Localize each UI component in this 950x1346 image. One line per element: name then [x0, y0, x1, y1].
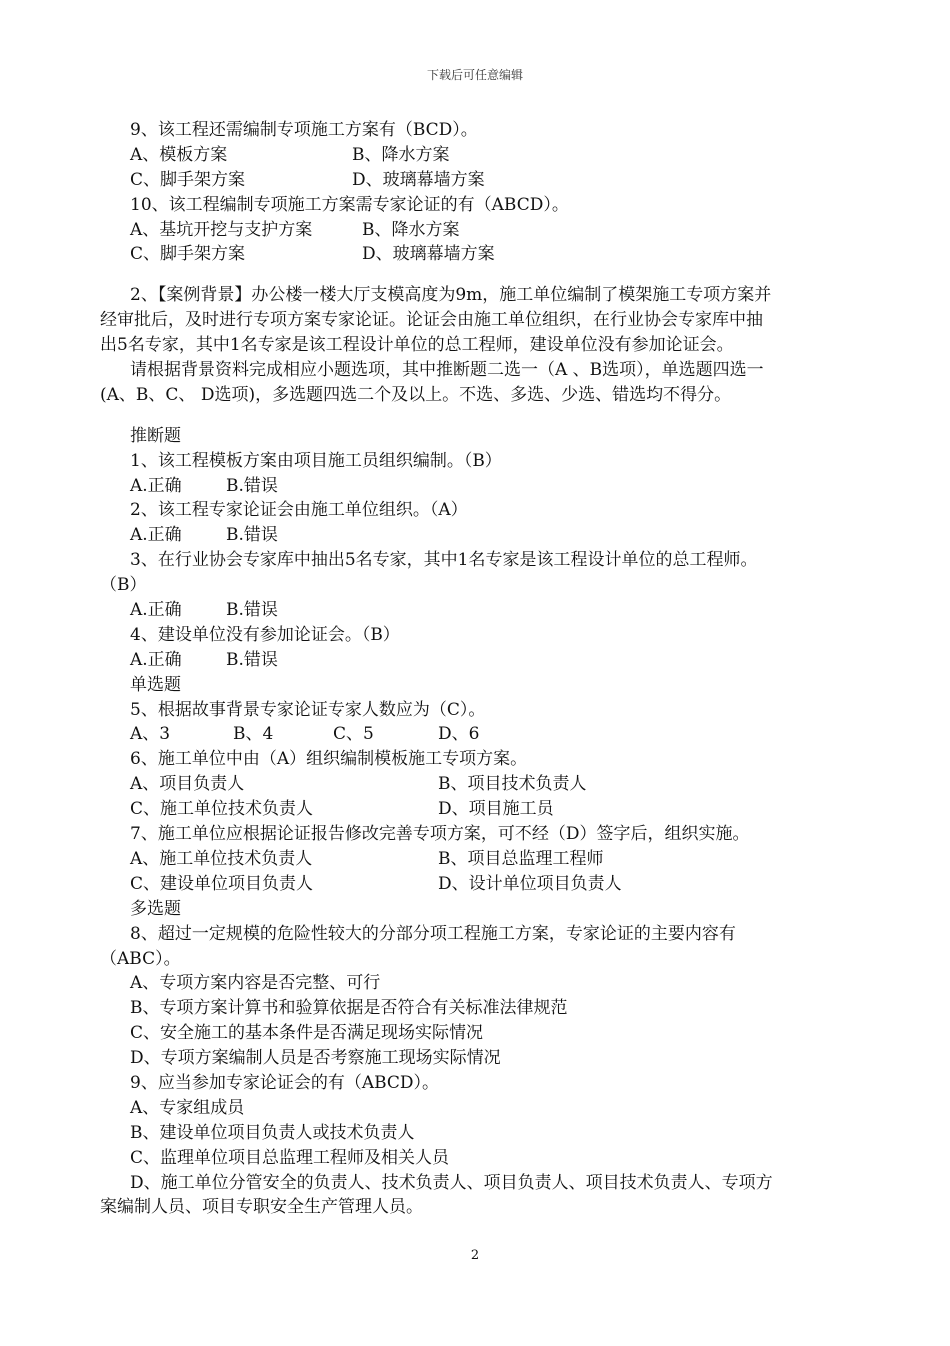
- case-background-line: 2、【案例背景】办公楼一楼大厅支模高度为9m，施工单位编制了模架施工专项方案并: [130, 285, 772, 306]
- judgment-question-4: 4、建设单位没有参加论证会。（B）: [130, 624, 400, 645]
- option-b: B、建设单位项目负责人或技术负责人: [130, 1122, 415, 1143]
- judgment-question-2: 2、该工程专家论证会由施工单位组织。（A）: [130, 500, 468, 521]
- option-c: C、安全施工的基本条件是否满足现场实际情况: [130, 1023, 484, 1044]
- option-wrong: B.错误: [226, 649, 278, 670]
- options-row: [100, 242, 860, 267]
- section-title-single-choice: 单选题: [130, 674, 181, 695]
- option-d: D、设计单位项目负责人: [438, 873, 622, 894]
- option-d: D、专项方案编制人员是否考察施工现场实际情况: [130, 1048, 501, 1069]
- question-10: 10、该工程编制专项施工方案需专家论证的有（ABCD）。: [130, 194, 569, 215]
- question-9: 9、该工程还需编制专项施工方案有（BCD）。: [130, 120, 478, 140]
- option-a: A、模板方案: [130, 144, 228, 165]
- judgment-question-3: 3、在行业协会专家库中抽出5名专家，其中1名专家是该工程设计单位的总工程师。: [130, 550, 758, 571]
- page-number: 2: [470, 1248, 480, 1263]
- options-row: [100, 598, 860, 623]
- option-a: A、3: [130, 724, 171, 745]
- option-d: D、施工单位分管安全的负责人、技术负责人、项目负责人、项目技术负责人、专项方: [130, 1172, 773, 1193]
- option-d: D、项目施工员: [438, 799, 554, 820]
- option-a: A、专家组成员: [130, 1097, 245, 1118]
- section-title-judgment: 推断题: [130, 425, 181, 446]
- option-c: C、监理单位项目总监理工程师及相关人员: [130, 1147, 450, 1168]
- option-a: A、施工单位技术负责人: [130, 848, 313, 869]
- options-row: [100, 218, 860, 243]
- option-b: B、专项方案计算书和验算依据是否符合有关标准法律规范: [130, 998, 568, 1019]
- case-background-line: 出5名专家，其中1名专家是该工程设计单位的总工程师，建设单位没有参加论证会。: [100, 335, 734, 356]
- section-title-multi-choice: 多选题: [130, 898, 181, 919]
- case-background-line: 经审批后，及时进行专项方案专家论证。论证会由施工单位组织，在行业协会专家库中抽: [100, 310, 763, 331]
- options-row: [100, 143, 860, 168]
- option-d: D、6: [438, 724, 480, 745]
- single-question-7: 7、施工单位应根据论证报告修改完善专项方案，可不经（D）签字后，组织实施。: [130, 824, 750, 845]
- judgment-question-3-answer: （B）: [100, 575, 147, 596]
- option-b: B、4: [233, 724, 274, 745]
- option-correct: A.正确: [130, 475, 182, 496]
- page-header: 下载后可任意编辑: [426, 68, 523, 82]
- option-b: B、降水方案: [352, 144, 450, 165]
- options-row: [100, 648, 860, 673]
- option-d-continued: 案编制人员、项目专职安全生产管理人员。: [100, 1197, 423, 1218]
- option-c: C、建设单位项目负责人: [130, 873, 314, 894]
- option-c: C、脚手架方案: [130, 244, 246, 265]
- options-row: [100, 523, 860, 548]
- option-c: C、5: [333, 724, 374, 745]
- option-correct: A.正确: [130, 649, 182, 670]
- instruction-line: (A、B、C、 D选项)，多选题四选二个及以上。不选、多选、少选、错选均不得分。: [100, 384, 732, 405]
- option-d: D、玻璃幕墙方案: [362, 244, 495, 265]
- options-row: [100, 847, 860, 872]
- option-a: A、专项方案内容是否完整、可行: [130, 973, 381, 994]
- option-wrong: B.错误: [226, 475, 278, 496]
- options-row: [100, 797, 860, 822]
- option-c: C、脚手架方案: [130, 169, 246, 190]
- option-c: C、施工单位技术负责人: [130, 799, 314, 820]
- options-row: [100, 474, 860, 499]
- option-correct: A.正确: [130, 525, 182, 546]
- option-a: A、项目负责人: [130, 774, 245, 795]
- option-correct: A.正确: [130, 600, 182, 621]
- judgment-question-1: 1、该工程模板方案由项目施工员组织编制。（B）: [130, 450, 502, 471]
- option-wrong: B.错误: [226, 600, 278, 621]
- single-question-6: 6、施工单位中由（A）组织编制模板施工专项方案。: [130, 749, 528, 770]
- option-a: A、基坑开挖与支护方案: [130, 219, 313, 240]
- option-d: D、玻璃幕墙方案: [352, 169, 485, 190]
- options-row: [100, 772, 860, 797]
- multi-question-8-answer: （ABC）。: [100, 948, 181, 969]
- option-b: B、项目技术负责人: [438, 774, 587, 795]
- instruction-line: 请根据背景资料完成相应小题选项，其中推断题二选一（A 、B选项），单选题四选一: [130, 360, 764, 381]
- single-question-5: 5、根据故事背景专家论证专家人数应为（C）。: [130, 699, 486, 720]
- option-b: B、降水方案: [362, 219, 460, 240]
- multi-question-8: 8、超过一定规模的危险性较大的分部分项工程施工方案，专家论证的主要内容有: [130, 923, 736, 944]
- multi-question-9: 9、应当参加专家论证会的有（ABCD）。: [130, 1072, 440, 1093]
- option-wrong: B.错误: [226, 525, 278, 546]
- options-row: [100, 722, 860, 747]
- options-row: [100, 872, 860, 897]
- document-body: [100, 118, 860, 1220]
- options-row: [100, 168, 860, 193]
- option-b: B、项目总监理工程师: [438, 848, 604, 869]
